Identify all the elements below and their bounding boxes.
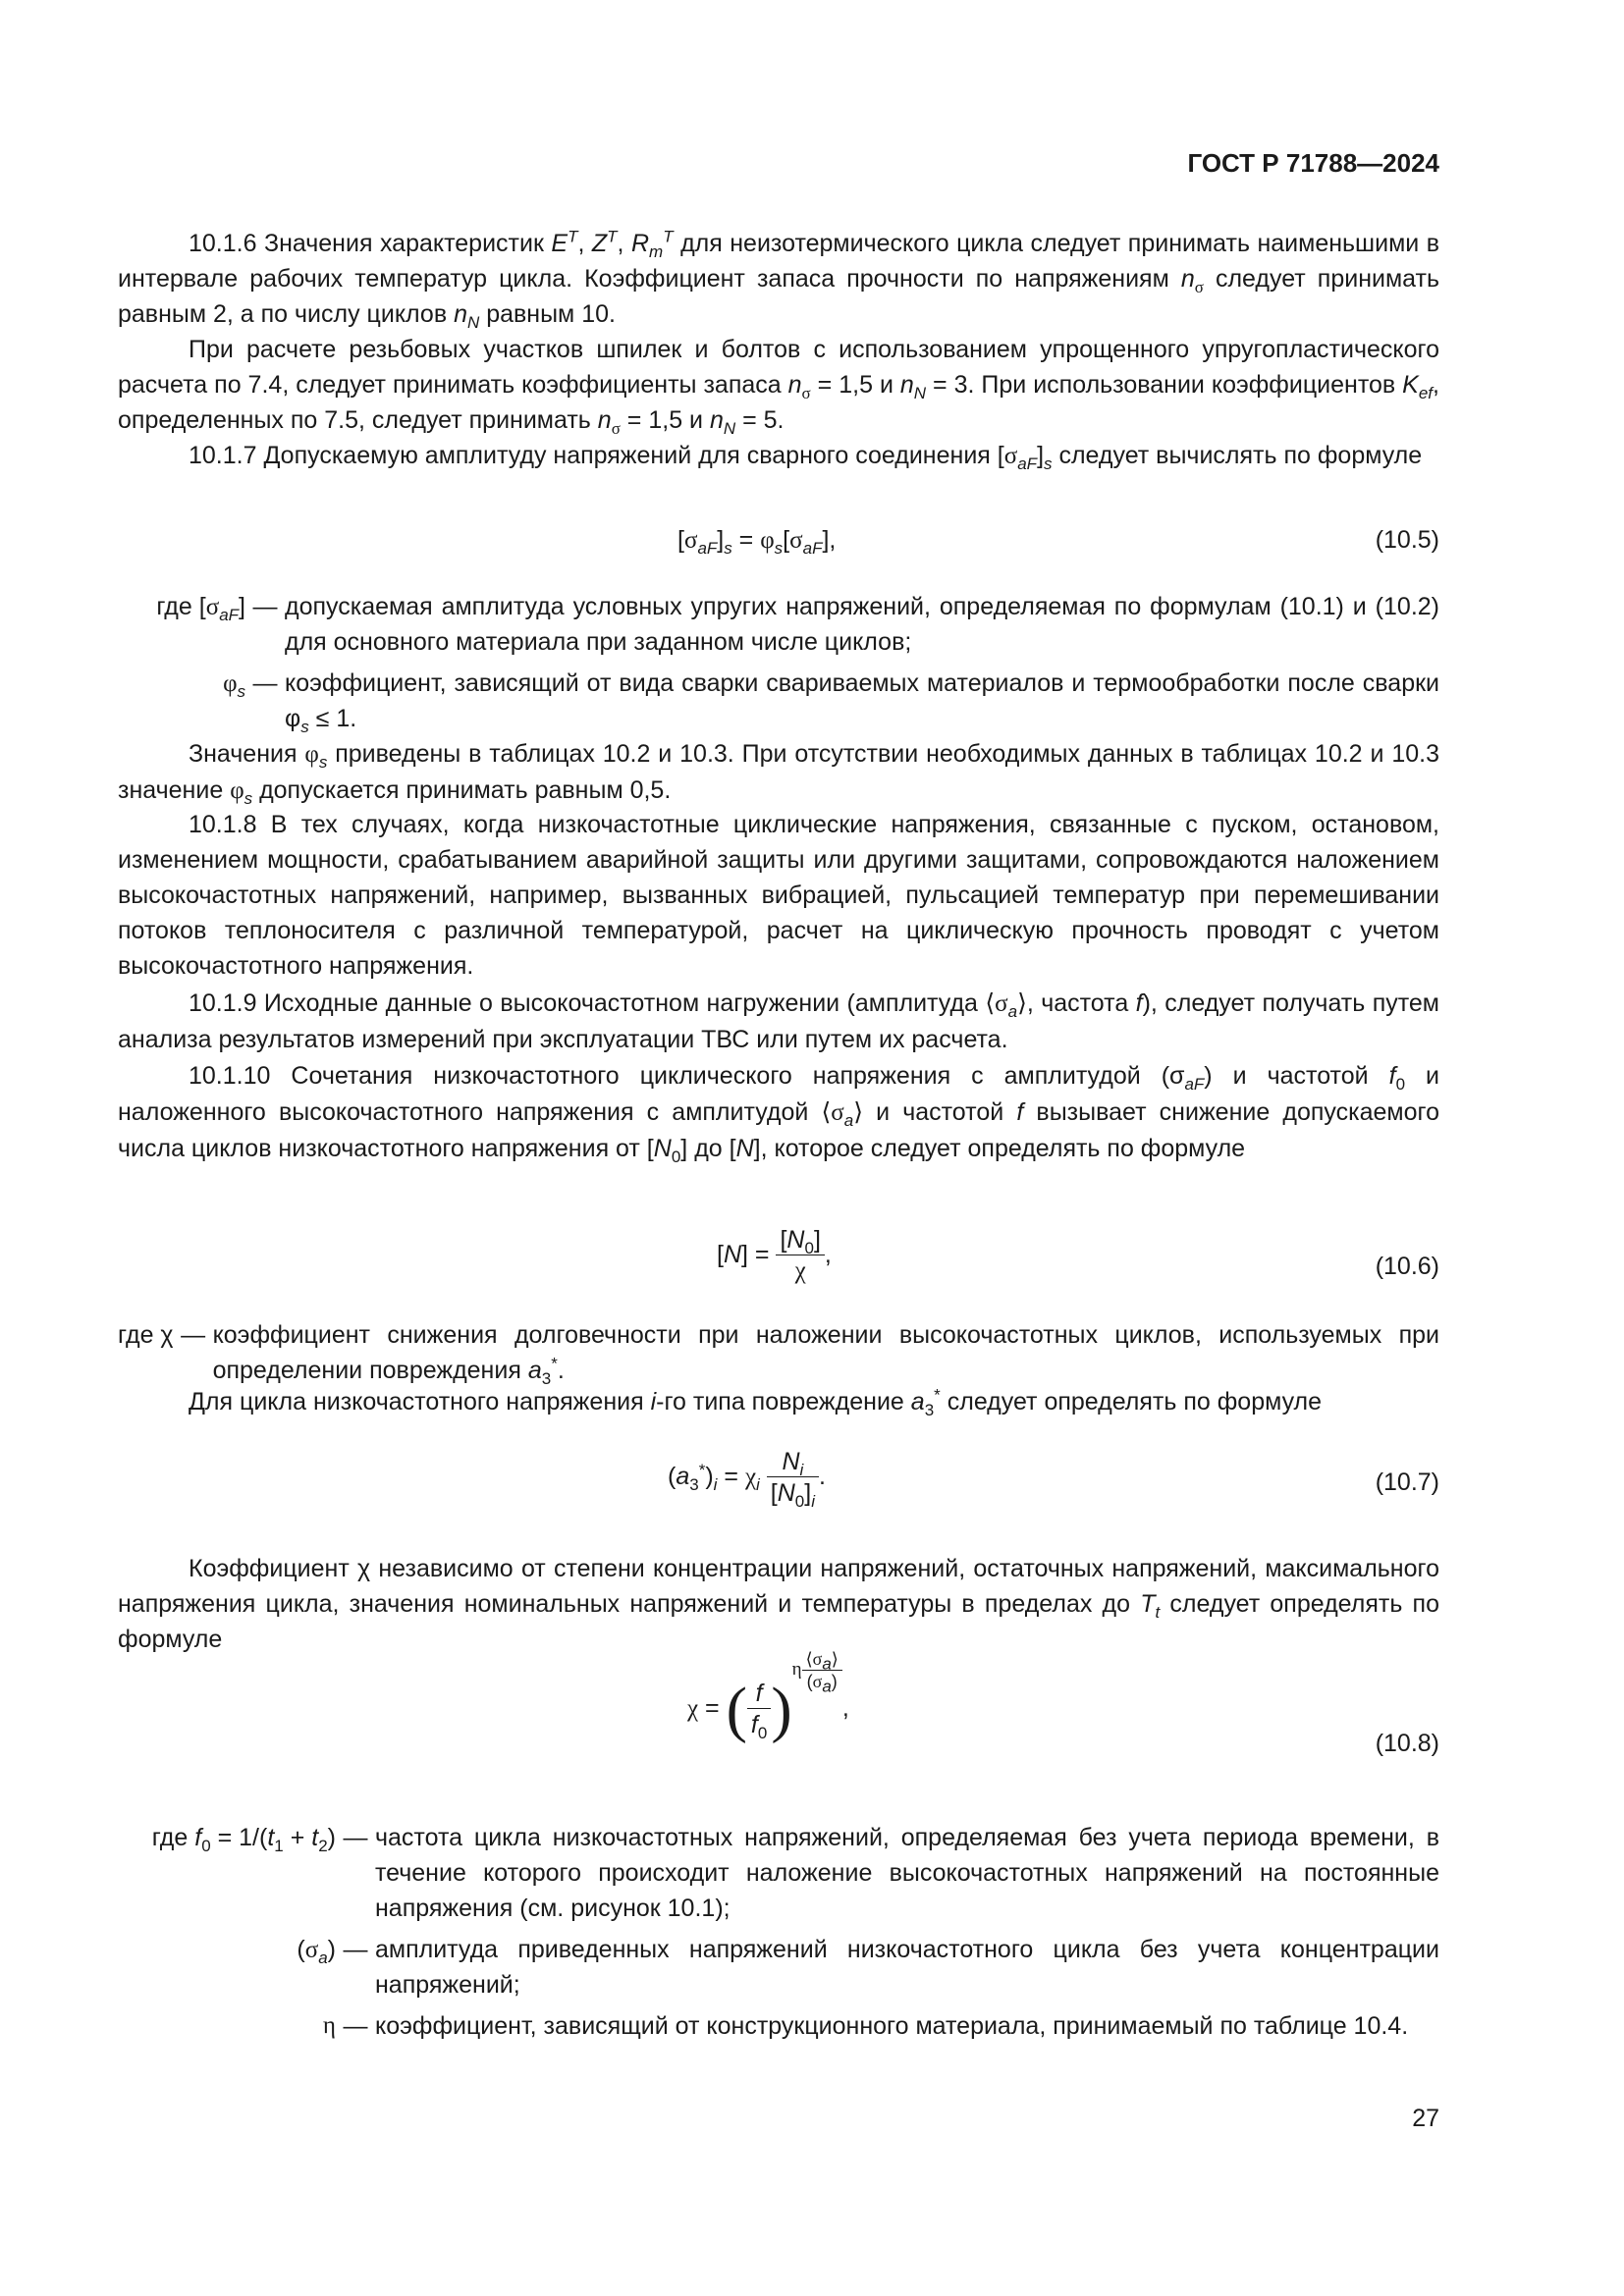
equation-number-10-6: (10.6) (1375, 1253, 1439, 1280)
formula-10-6: [N] = $\frac{[N_0]}{\chi}$ , (717, 1226, 832, 1284)
definition-row: $(\sigma_a)$ — амплитуда приведенных напряжений низкочастотного цикла без учета концентрации напряжений; (297, 1936, 1439, 1999)
paragraph-10-1-6: 10.1.6 Значения характеристик $E^T$, $Z^T$, $R_m^T$ для неизотермического цикла следует принимать наименьшими в интервале рабочих температур цикла. Коэффициент запаса прочности по напряжениям $n_\sigma$ следует принимать равным 2, а по числу циклов $n_N$ равным 10. (118, 227, 1439, 332)
definition-row: η — коэффициент, зависящий от конструкционного материала, принимаемый по таблице 10.4. (322, 2012, 1409, 2040)
definitions-10-5 (118, 589, 1439, 742)
paragraph-threads: При расчете резьбовых участков шпилек и болтов с использованием упрощенного упругопластического расчета по 7.4, следует принимать коэффициенты запаса $n_\sigma = 1,5$ и $n_N = 3$. При использовании коэффициентов $K_{ef}$, определенных по 7.5, следует принимать $n_\sigma = 1,5$ и $n_N = 5$. (118, 336, 1439, 438)
paragraph-10-1-8: 10.1.8 В тех случаях, когда низкочастотные циклические напряжения, связанные с пуском, остановом, изменением мощности, срабатыванием аварийной защиты или другими защитами, сопровождаются наложением высокочастотных напряжений, например, вызванных вибрацией, пульсацией температур при перемешивании потоков теплоносителя с различной температурой, расчет на циклическую прочность проводят с учетом высокочастотного напряжения. (118, 811, 1439, 980)
document-code: ГОСТ Р 71788—2024 (1187, 148, 1439, 178)
paragraph-chi: Коэффициент χ независимо от степени концентрации напряжений, остаточных напряжений, максимального напряжения цикла, значения номинальных напряжений и температуры в пределах до $T_t$ следует определять по формуле (118, 1555, 1439, 1653)
formula-10-5: $[\sigma_{aF}]_s = \varphi_s[\sigma_{aF}]$, (677, 526, 837, 558)
formula-10-7: $(a_3^*)_i = \chi_i$ $\frac{N_i}{[N_0]_i}$ . (668, 1448, 826, 1511)
formula-10-8: χ = ( $\frac{f}{f_0}$ )$^{\eta \frac{⟨\sigma_a⟩}{(\sigma_a)}}$ , (687, 1648, 849, 1744)
definition-row: где $[\sigma_{aF}]$ — допускаемая амплитуда условных упругих напряжений, определяемая по формулам (10.1) и (10.2) для основного материала при заданном числе циклов; (156, 593, 1439, 656)
equation-number-10-7: (10.7) (1375, 1468, 1439, 1496)
paragraph-phi-values: Значения $\varphi_s$ приведены в таблицах 10.2 и 10.3. При отсутствии необходимых данных в таблицах 10.2 и 10.3 значение $\varphi_s$ допускается принимать равным 0,5. (118, 740, 1439, 808)
paragraph-10-1-7: 10.1.7 Допускаемую амплитуду напряжений для сварного соединения $[\sigma_{aF}]_s$ следует вычислять по формуле (189, 442, 1423, 473)
definitions-10-6 (118, 1317, 1439, 1394)
paragraph-10-1-9: 10.1.9 Исходные данные о высокочастотном нагружении (амплитуда $⟨\sigma_a⟩$, частота f), следует получать путем анализа результатов измерений при эксплуатации ТВС или путем их расчета. (118, 989, 1439, 1053)
definition-row: $\varphi_s$ — коэффициент, зависящий от вида сварки свариваемых материалов и термообработки после сварки $\varphi_s \le 1$. (223, 669, 1439, 736)
page-number: 27 (1412, 2105, 1439, 2132)
definition-row: где $f_0 = 1/(t_1 + t_2)$ — частота цикла низкочастотных напряжений, определяемая без учета периода времени, в течение которого происходит наложение высокочастотных напряжений на постоянные напряжения (см. рисунок 10.1); (151, 1824, 1439, 1922)
definition-row: где χ — коэффициент снижения долговечности при наложении высокочастотных циклов, используемых при определении повреждения $a_3^*$. (118, 1321, 1439, 1388)
paragraph-10-1-10: 10.1.10 Сочетания низкочастотного циклического напряжения с амплитудой $(\sigma_{aF})$ и частотой $f_0$ и наложенного высокочастотного напряжения с амплитудой $⟨\sigma_a⟩$ и частотой f вызывает снижение допускаемого числа циклов низкочастотного напряжения от $[N_0]$ до [N], которое следует определять по формуле (118, 1062, 1440, 1166)
paragraph-damage: Для цикла низкочастотного напряжения i-го типа повреждение $a_3^*$ следует определять по формуле (189, 1385, 1323, 1419)
equation-number-10-5: (10.5) (1375, 526, 1439, 554)
equation-number-10-8: (10.8) (1375, 1730, 1439, 1757)
definitions-10-8 (118, 1820, 1439, 2050)
